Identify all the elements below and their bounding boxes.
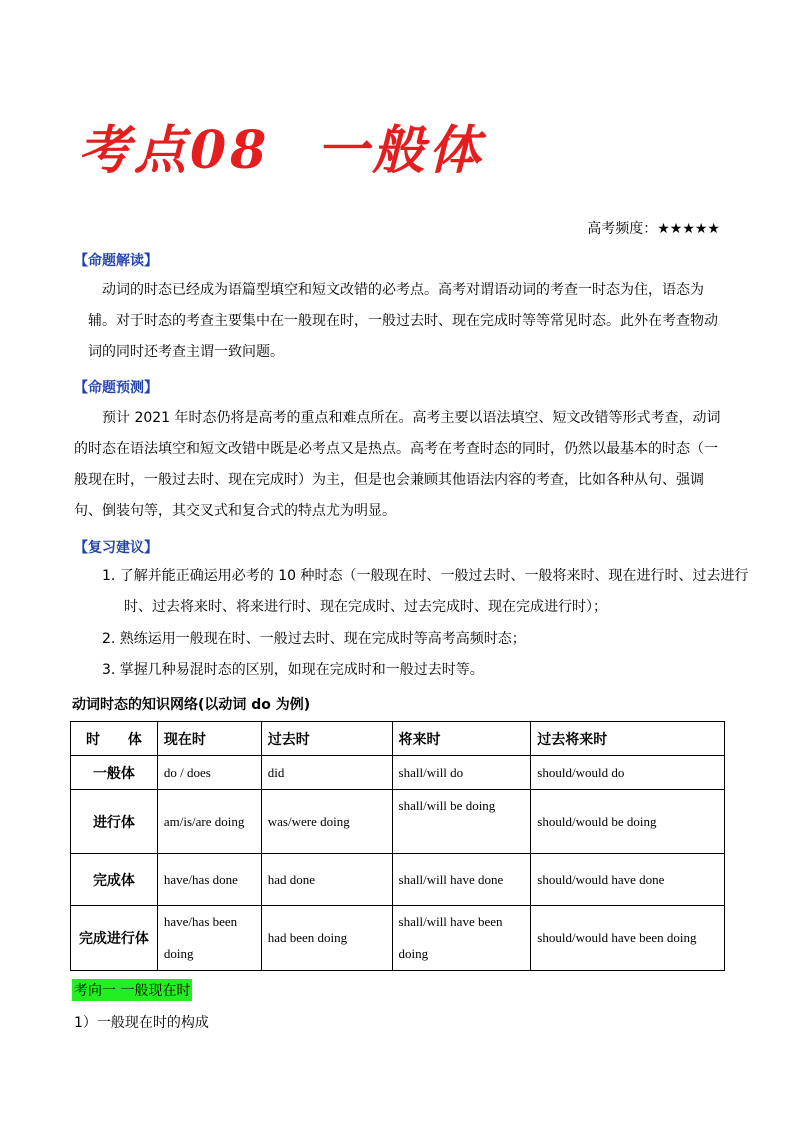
table-row [71,790,725,854]
table-row [71,906,725,971]
table-cell: had done [261,854,392,906]
table-cell: did [261,756,392,790]
row-label: 一般体 [71,756,158,790]
table-corner: 时 体 [71,722,158,756]
title-part1: 考点08 [78,120,271,181]
interpretation-heading: 【命题解读】 [74,253,158,269]
prediction-text: 预计 2021 年时态仍将是高考的重点和难点所在。高考主要以语法填空、短文改错等形式考查，动词的时态在语法填空和短文改错中既是必考点又是热点。高考在考查时态的同时，仍然以最基本的时态（一般现在时，一般过去时、现在完成时）为主，但是也会兼顾其他语法内容的考查，比如各种从句、强调句、倒装句等，其交叉式和复合式的特点尤为明显。 [74,410,721,519]
interpretation-text: 动词的时态已经成为语篇型填空和短文改错的必考点。高考对谓语动词的考查一时态为住，语态为辅。对于时态的考查主要集中在一般现在时，一般过去时、现在完成时等等常见时态。此外在考查物动词的同时还考查主谓一致问题。 [88,282,718,360]
frequency-rating: 高考频度：★★★★★ [587,221,720,237]
table-cell: should/would have done [531,854,725,906]
table-cell: do / does [157,756,261,790]
table-header-row [71,722,725,756]
review-item-3: 3. 掌握几种易混时态的区别，如现在完成时和一般过去时等。 [102,662,484,678]
page-title [78,108,484,183]
row-label: 完成体 [71,854,158,906]
review-item-2: 2. 熟练运用一般现在时、一般过去时、现在完成时等高考高频时态； [102,631,526,647]
table-cell: should/would be doing [531,790,725,854]
network-title: 动词时态的知识网络(以动词 do 为例) [72,697,311,713]
prediction-heading: 【命题预测】 [74,380,158,396]
table-cell: shall/will do [392,756,531,790]
row-label: 完成进行体 [71,906,158,971]
table-cell: should/would have been doing [531,906,725,971]
table-header: 过去将来时 [531,722,725,756]
table-header: 现在时 [157,722,261,756]
table-cell: have/has been doing [157,906,261,971]
table-cell: should/would do [531,756,725,790]
table-cell: shall/will be doing [392,790,531,854]
table-cell: have/has done [157,854,261,906]
title-part2: 一般体 [316,120,485,181]
row-label: 进行体 [71,790,158,854]
table-cell: shall/will have been doing [392,906,531,971]
table-cell: had been doing [261,906,392,971]
table-cell: was/were doing [261,790,392,854]
table-cell: shall/will have done [392,854,531,906]
highlighted-topic: 考向一 一般现在时 [72,979,192,1001]
subheading: 1）一般现在时的构成 [74,1015,209,1031]
review-item-1: 1. 了解并能正确运用必考的 10 种时态（一般现在时、一般过去时、一般将来时、现在进行时、过去进行时、过去将来时、将来进行时、现在完成时、过去完成时、现在完成进行时）； [102,568,749,615]
tense-table [70,721,725,971]
table-row [71,854,725,906]
review-heading: 【复习建议】 [74,540,158,556]
table-header: 将来时 [392,722,531,756]
table-row [71,756,725,790]
table-cell: am/is/are doing [157,790,261,854]
table-header: 过去时 [261,722,392,756]
